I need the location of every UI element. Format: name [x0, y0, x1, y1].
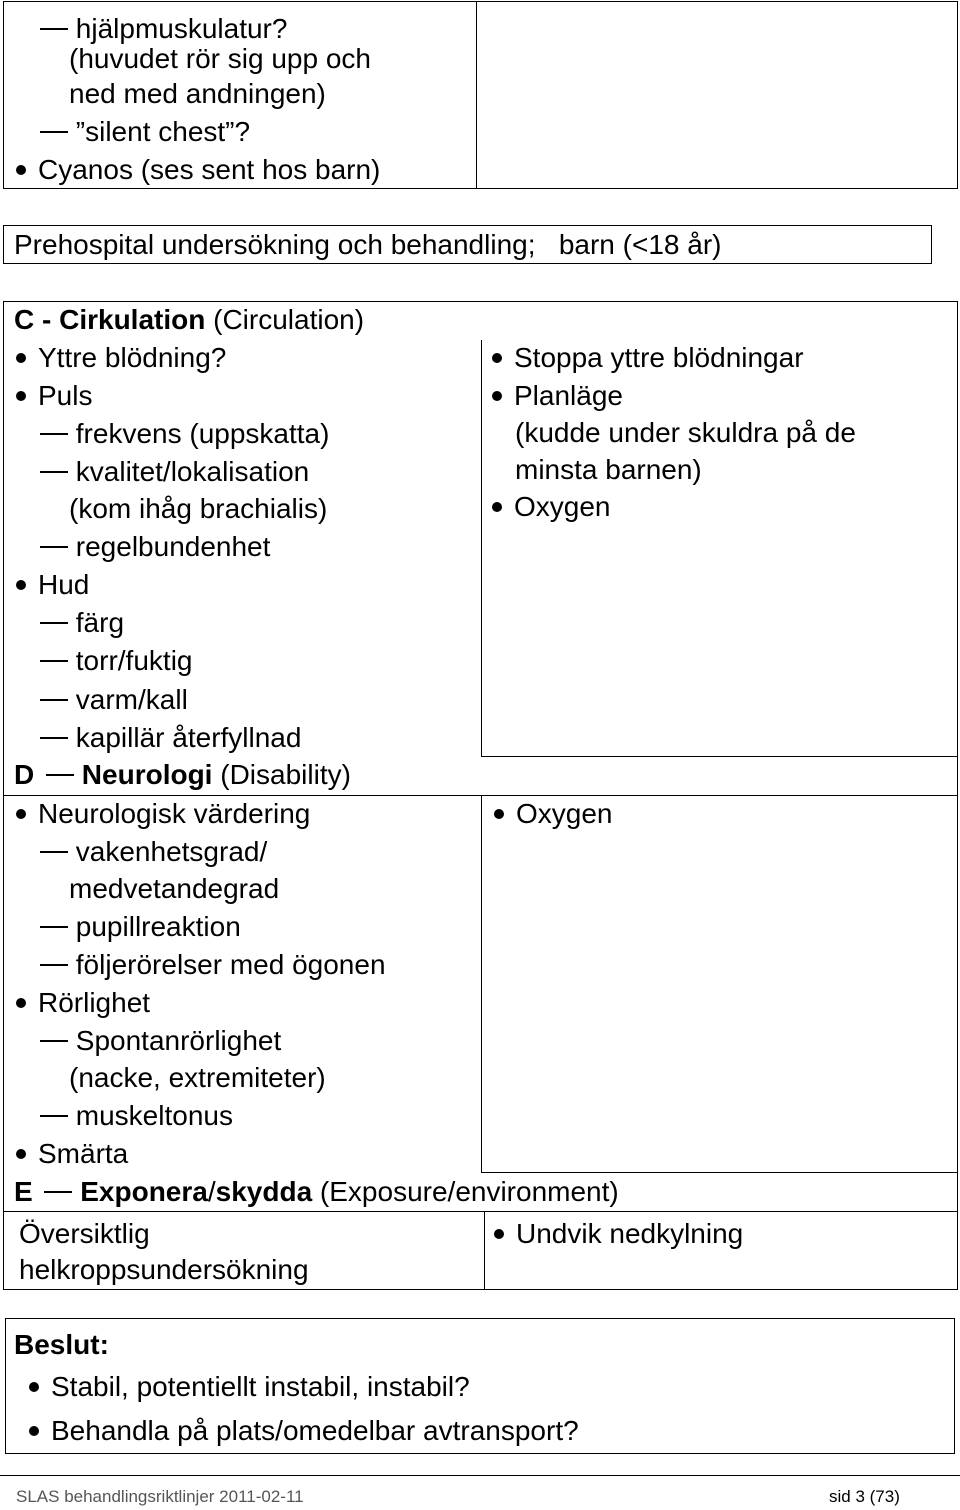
list-item: regelbundenhet: [40, 530, 270, 564]
list-item: Cyanos (ses sent hos barn): [16, 153, 380, 187]
list-item: ”silent chest”?: [40, 115, 250, 149]
section-heading-disability: D Neurologi (Disability): [14, 759, 351, 790]
list-item: hjälpmuskulatur?: [40, 12, 287, 46]
list-item: Spontanrörlighet: [40, 1024, 281, 1058]
list-item: muskeltonus: [40, 1099, 233, 1133]
column-divider-e: [484, 1211, 485, 1290]
footer-left: SLAS behandlingsriktlinjer 2011-02-11: [16, 1487, 304, 1506]
list-item: Undvik nedkylning: [494, 1217, 743, 1251]
list-item: Smärta: [16, 1137, 128, 1171]
list-item: varm/kall: [40, 683, 188, 717]
list-item: helkroppsundersökning: [19, 1254, 309, 1285]
list-item: Stoppa yttre blödningar: [492, 341, 804, 375]
list-item: frekvens (uppskatta): [40, 417, 329, 451]
list-item: ned med andningen): [69, 78, 326, 109]
footer-rule: [0, 1475, 960, 1476]
list-item: (huvudet rör sig upp och: [69, 43, 371, 74]
row-divider-e2: [3, 1211, 958, 1212]
section-heading-exposure: E Exponera/skydda (Exposure/environment): [14, 1176, 619, 1207]
list-item: Yttre blödning?: [16, 341, 226, 375]
list-item: (kom ihåg brachialis): [69, 493, 328, 524]
list-item: Oxygen: [492, 490, 611, 524]
list-item: medvetandegrad: [69, 873, 280, 904]
list-item: Stabil, potentiellt instabil, instabil?: [29, 1370, 470, 1404]
list-item: (nacke, extremiteter): [69, 1062, 326, 1093]
row-divider-d2: [3, 795, 958, 796]
row-divider-e: [481, 1172, 958, 1173]
list-item: Rörlighet: [16, 986, 150, 1020]
column-divider-d: [481, 795, 482, 1172]
list-item: kvalitet/lokalisation: [40, 455, 309, 489]
footer-page-number: sid 3 (73): [829, 1487, 900, 1506]
list-item: Neurologisk värdering: [16, 797, 310, 831]
column-divider-c: [481, 340, 482, 756]
list-item: följerörelser med ögonen: [40, 948, 386, 982]
list-item: vakenhetsgrad/: [40, 835, 267, 869]
list-item: minsta barnen): [515, 454, 702, 485]
top-table-divider: [476, 1, 477, 189]
list-item: pupillreaktion: [40, 910, 241, 944]
list-item: Planläge: [492, 379, 623, 413]
row-divider-d: [481, 756, 958, 757]
list-item: Behandla på plats/omedelbar avtransport?: [29, 1414, 579, 1448]
list-item: Puls: [16, 379, 92, 413]
list-item: Oxygen: [494, 797, 613, 831]
list-item: färg: [40, 606, 124, 640]
list-item: Hud: [16, 568, 89, 602]
list-item: kapillär återfyllnad: [40, 721, 301, 755]
section-heading-circulation: C - Cirkulation (Circulation): [14, 304, 365, 335]
list-item: torr/fuktig: [40, 644, 192, 678]
section-title: Prehospital undersökning och behandling; barn (<18 år): [14, 229, 722, 260]
list-item: (kudde under skuldra på de: [515, 417, 856, 448]
list-item: Översiktlig: [19, 1218, 150, 1249]
decision-heading: Beslut:: [14, 1329, 109, 1360]
